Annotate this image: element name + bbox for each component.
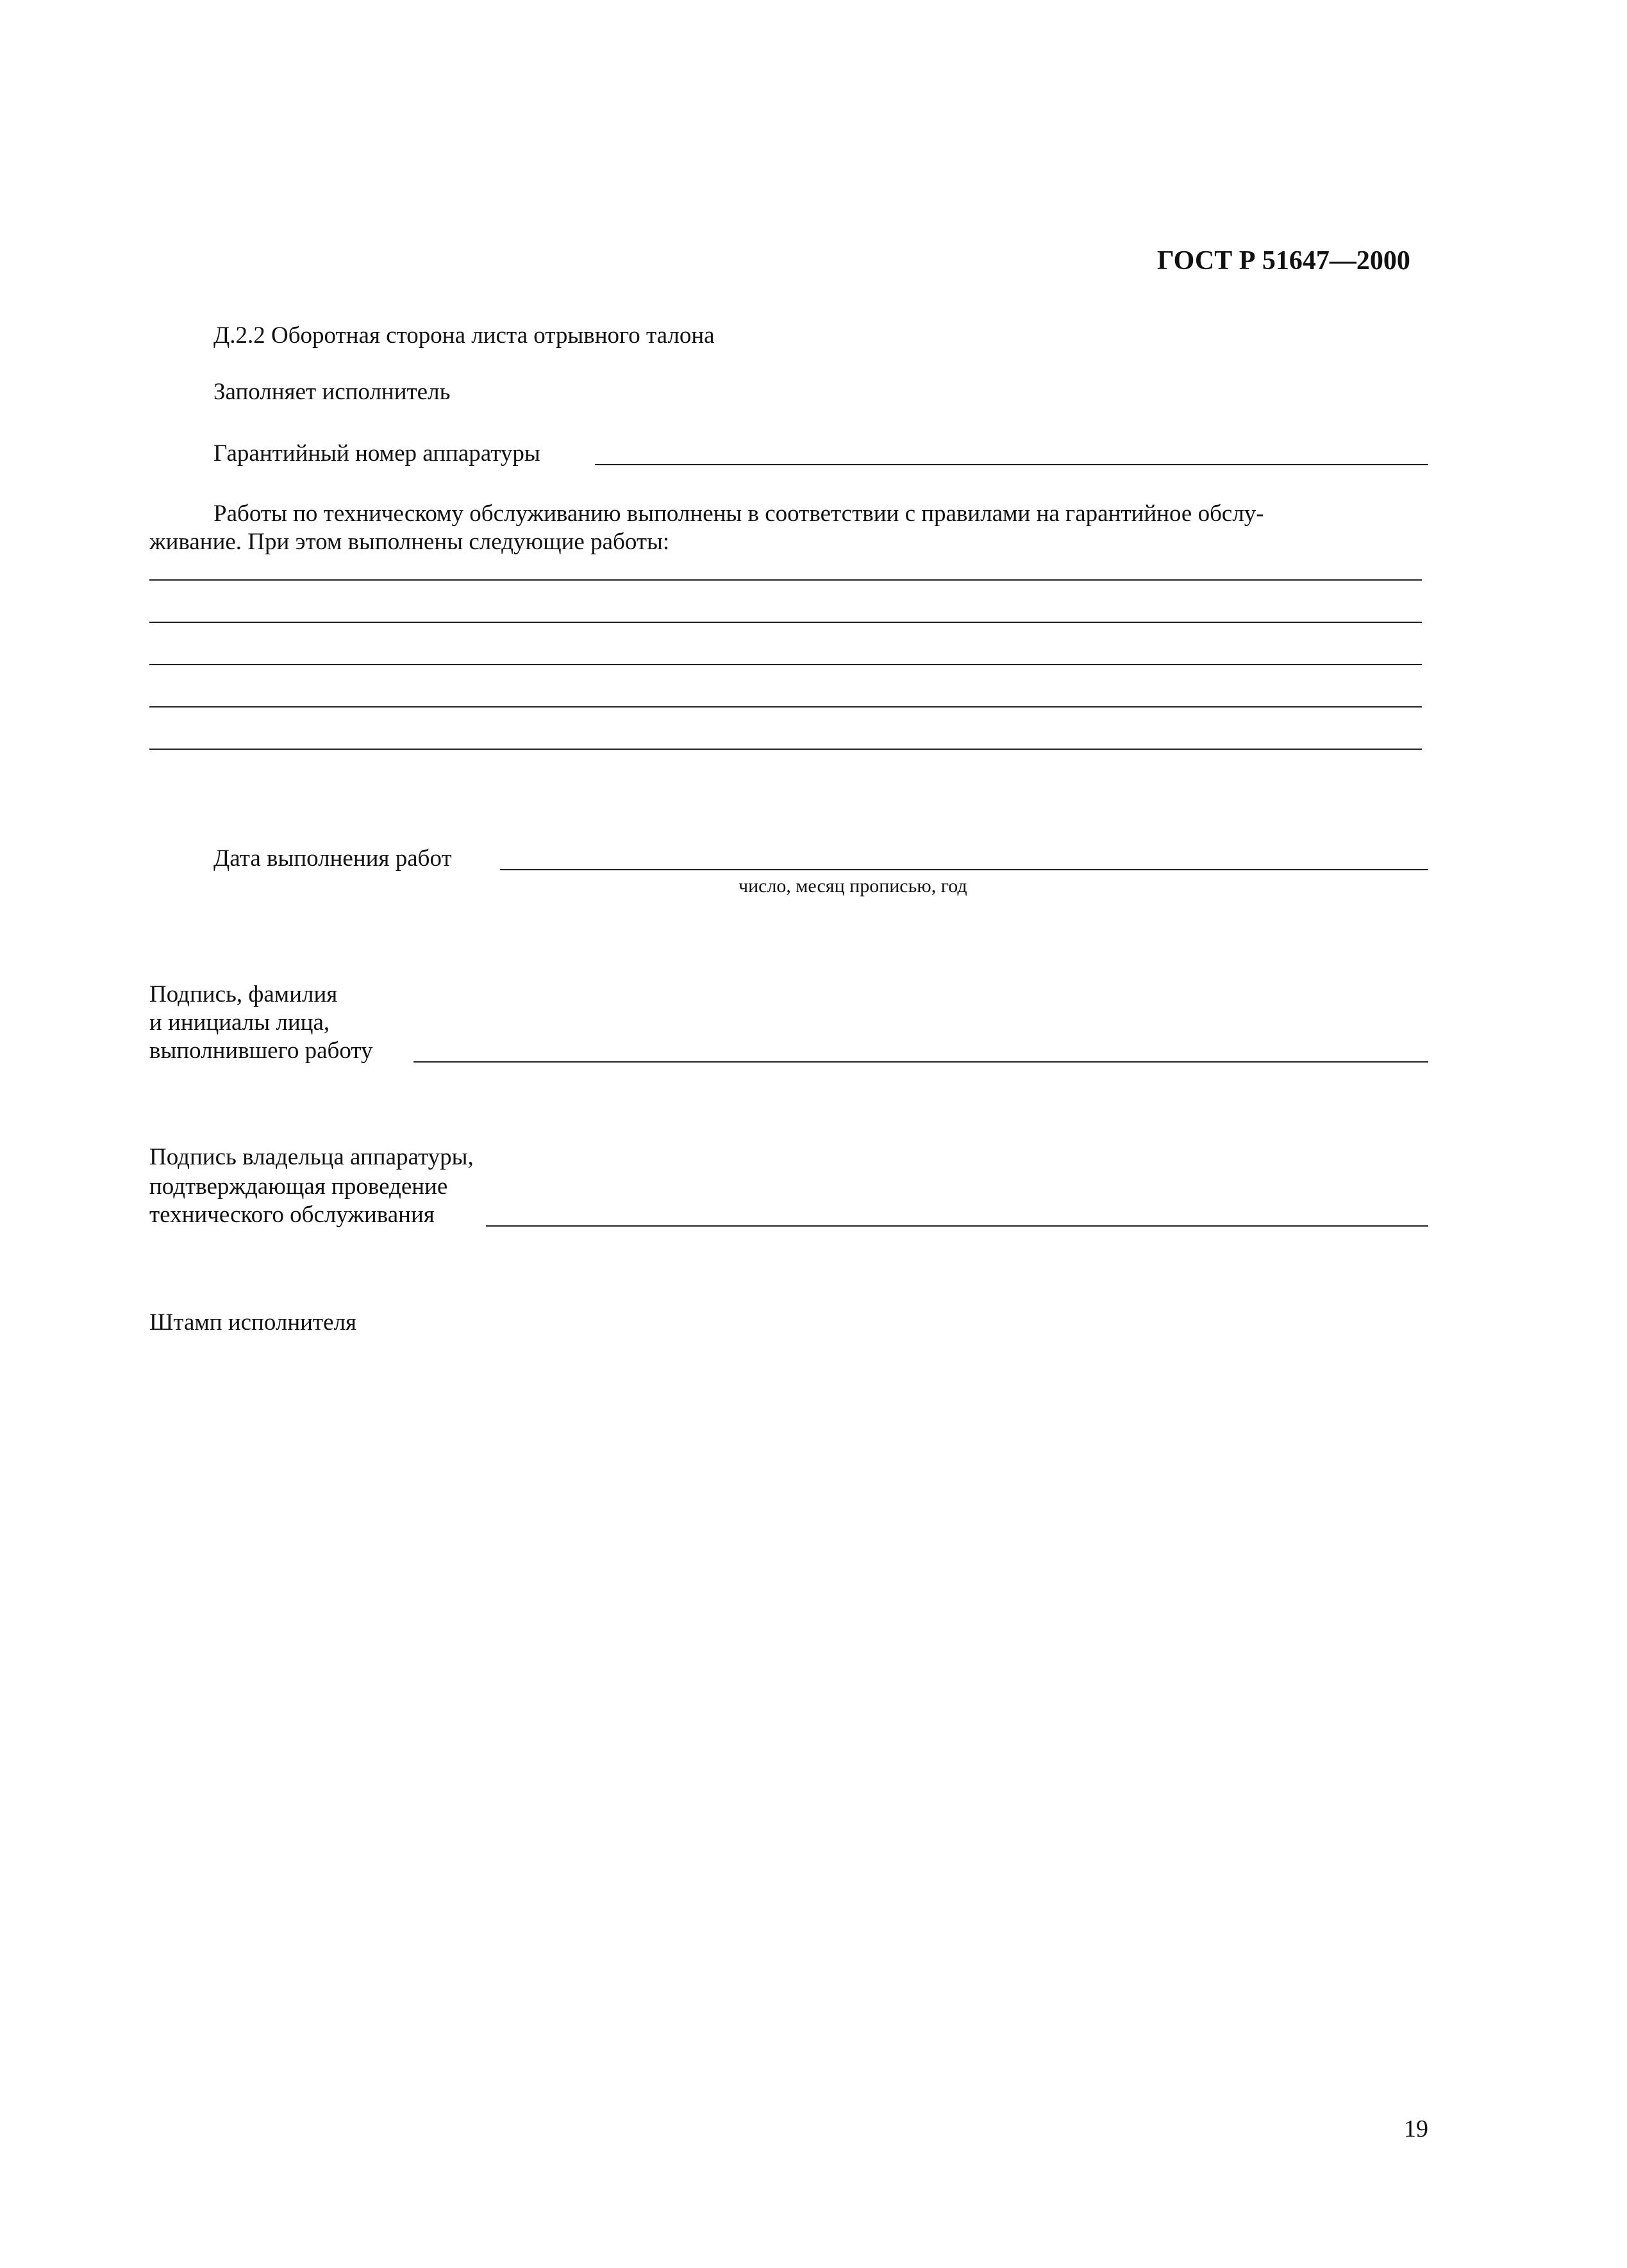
owner-signature-label-line1: Подпись владельца аппаратуры, <box>149 1144 474 1170</box>
warranty-number-label: Гарантийный номер аппаратуры <box>213 440 540 467</box>
page-number: 19 <box>1404 2115 1428 2142</box>
owner-signature-field[interactable] <box>486 1225 1428 1227</box>
works-line-4[interactable] <box>149 706 1422 708</box>
section-title: Д.2.2 Оборотная сторона листа отрывного талона <box>213 322 715 349</box>
owner-signature-label-line3: технического обслуживания <box>149 1202 435 1228</box>
stamp-label: Штамп исполнителя <box>149 1309 357 1336</box>
warranty-number-field[interactable] <box>595 464 1428 465</box>
works-line-5[interactable] <box>149 749 1422 750</box>
works-paragraph-line2: живание. При этом выполнены следующие работы: <box>149 529 670 555</box>
completion-date-hint: число, месяц прописью, год <box>738 875 967 897</box>
completion-date-label: Дата выполнения работ <box>213 845 452 872</box>
performer-signature-field[interactable] <box>413 1061 1428 1063</box>
document-code: ГОСТ Р 51647—2000 <box>1157 246 1410 276</box>
performer-signature-label-line2: и инициалы лица, <box>149 1009 330 1036</box>
works-paragraph-line1: Работы по техническому обслуживанию выполнены в соответствии с правилами на гарантийное обслу- <box>213 501 1264 527</box>
owner-signature-label-line2: подтверждающая проведение <box>149 1173 448 1200</box>
works-line-1[interactable] <box>149 579 1422 581</box>
performer-signature-label-line3: выполнившего работу <box>149 1038 373 1064</box>
completion-date-field[interactable] <box>500 869 1428 870</box>
works-line-2[interactable] <box>149 622 1422 623</box>
works-line-3[interactable] <box>149 664 1422 665</box>
performer-signature-label-line1: Подпись, фамилия <box>149 981 338 1007</box>
filled-by-label: Заполняет исполнитель <box>213 379 451 405</box>
